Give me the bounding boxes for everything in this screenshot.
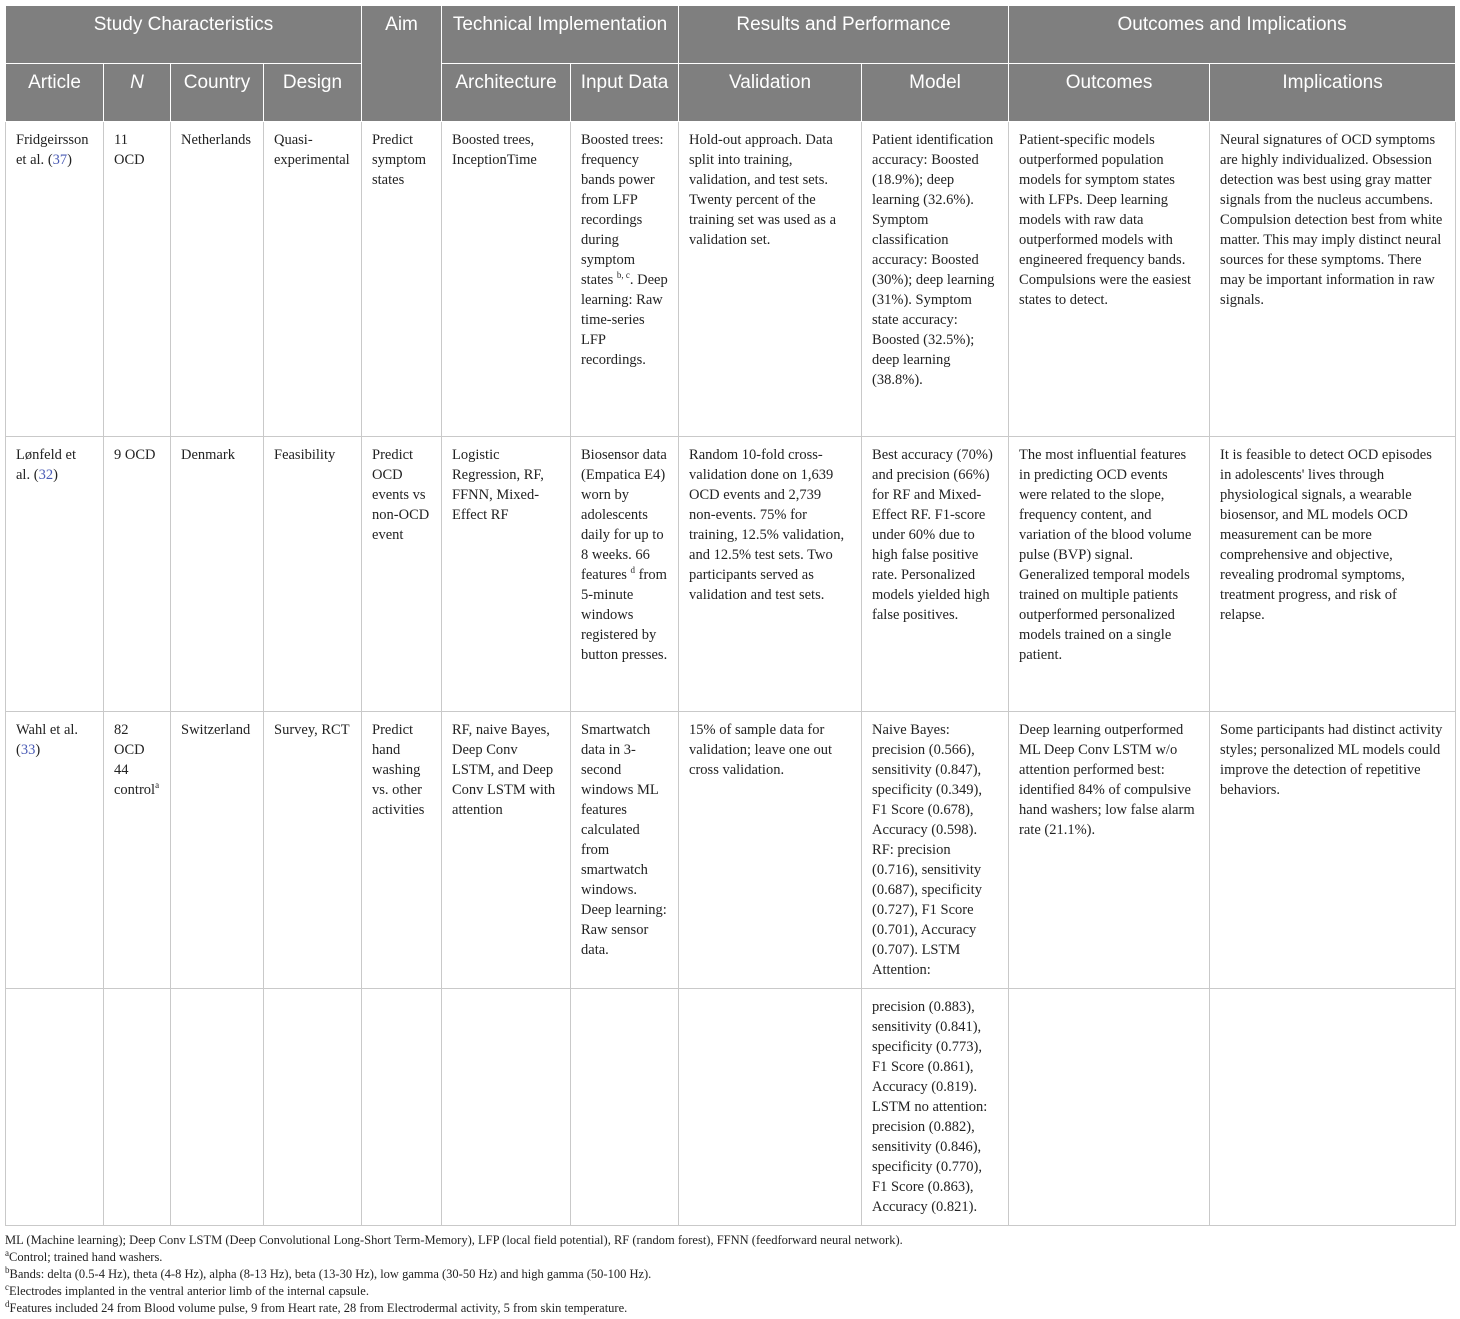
cell-aim: Predict OCD events vs non-OCD event [362, 437, 442, 712]
footnote-marker: d [630, 565, 636, 576]
cell-country: Switzerland [171, 712, 264, 989]
cell-empty [104, 989, 171, 1226]
reference-link[interactable]: 32 [38, 467, 54, 483]
cell-outcomes: Patient-specific models outperformed population models for symptom states with LFPs. Deep learning models with raw data outperformed models with engineered frequency bands. Compulsions were the easiest states to detect. [1009, 122, 1210, 437]
cell-model: precision (0.883), sensitivity (0.841), specificity (0.773), F1 Score (0.861), Accuracy (0.819). LSTM no attention: precision (0.882), sensitivity (0.846), specificity (0.770), F1 Score (0.863), Accuracy (0.821). [862, 989, 1009, 1226]
table-container [5, 5, 1455, 1317]
cell-input-data: Boosted trees: frequency bands power from LFP recordings during symptom states $^{b, c}$. Deep learning: Raw time-series LFP recordings. [571, 122, 679, 437]
table-row [6, 989, 1456, 1226]
header-column-row [6, 64, 1456, 122]
header-input-data: Input Data [571, 64, 679, 122]
footnote-d: $^d$Features included 24 from Blood volume pulse, 9 from Heart rate, 28 from Electrodermal activity, 5 from skin temperature. [5, 1298, 628, 1315]
cell-input-data: Smartwatch data in 3-second windows ML features calculated from smartwatch windows. Deep learning: Raw sensor data. [571, 712, 679, 989]
header-technical-implementation: Technical Implementation [442, 6, 679, 64]
header-model: Model [862, 64, 1009, 122]
cell-empty [679, 989, 862, 1226]
cell-empty [1009, 989, 1210, 1226]
header-outcomes: Outcomes [1009, 64, 1210, 122]
cell-architecture: RF, naive Bayes, Deep Conv LSTM, and Deep Conv LSTM with attention [442, 712, 571, 989]
cell-validation: Hold-out approach. Data split into training, validation, and test sets. Twenty percent of the training set was used as a validation set. [679, 122, 862, 437]
cell-empty [264, 989, 362, 1226]
footnote-a: $^a$Control; trained hand washers. [5, 1247, 163, 1264]
cell-empty [362, 989, 442, 1226]
cell-outcomes: Deep learning outperformed ML Deep Conv LSTM w/o attention performed best: identified 84% of compulsive hand washers; low false alarm rate (21.1%). [1009, 712, 1210, 989]
study-table [5, 5, 1456, 1226]
header-n: N [104, 64, 171, 122]
cell-implications: Some participants had distinct activity styles; personalized ML models could improve the detection of repetitive behaviors. [1210, 712, 1456, 989]
cell-validation: Random 10-fold cross-validation done on 1,639 OCD events and 2,739 non-events. 75% for training, 12.5% validation, and 12.5% test sets. Two participants served as validation and test sets. [679, 437, 862, 712]
cell-architecture: Boosted trees, InceptionTime [442, 122, 571, 437]
cell-article: Wahl et al. (33) [6, 712, 104, 989]
cell-design: Quasi-experimental [264, 122, 362, 437]
cell-empty [6, 989, 104, 1226]
cell-n: 9 OCD [104, 437, 171, 712]
cell-article: Lønfeld et al. (32) [6, 437, 104, 712]
reference-link[interactable]: 37 [52, 152, 68, 168]
cell-architecture: Logistic Regression, RF, FFNN, Mixed-Effect RF [442, 437, 571, 712]
cell-n: 82 OCD 44 control$^a$ [104, 712, 171, 989]
header-results-performance: Results and Performance [679, 6, 1009, 64]
cell-empty [171, 989, 264, 1226]
header-architecture: Architecture [442, 64, 571, 122]
cell-empty [442, 989, 571, 1226]
header-implications: Implications [1210, 64, 1456, 122]
cell-empty [571, 989, 679, 1226]
table-row [6, 122, 1456, 437]
header-group-row [6, 6, 1456, 64]
footnote-abbreviations: ML (Machine learning); Deep Conv LSTM (Deep Convolutional Long-Short Term-Memory), LFP (local field potential), RF (random forest), FFNN (feedforward neural network). [5, 1233, 903, 1247]
header-study-characteristics: Study Characteristics [6, 6, 362, 64]
cell-empty [1210, 989, 1456, 1226]
cell-implications: It is feasible to detect OCD episodes in adolescents' lives through physiological signals, a wearable biosensor, and ML models OCD measurement can be more comprehensive and objective, revealing prodromal symptoms, treatment progress, and risk of relapse. [1210, 437, 1456, 712]
cell-outcomes: The most influential features in predicting OCD events were related to the slope, frequency content, and variation of the blood volume pulse (BVP) signal. Generalized temporal models trained on multiple patients outperformed personalized models trained on a single patient. [1009, 437, 1210, 712]
table-row [6, 712, 1456, 989]
footnote-c: $^c$Electrodes implanted in the ventral anterior limb of the internal capsule. [5, 1281, 369, 1298]
cell-design: Feasibility [264, 437, 362, 712]
header-validation: Validation [679, 64, 862, 122]
footnote-marker: a [155, 780, 160, 791]
cell-country: Denmark [171, 437, 264, 712]
footnote-marker: b, c [616, 270, 630, 281]
cell-model: Naive Bayes: precision (0.566), sensitivity (0.847), specificity (0.349), F1 Score (0.678), Accuracy (0.598). RF: precision (0.716), sensitivity (0.687), specificity (0.727), F1 Score (0.701), Accuracy (0.707). LSTM Attention: [862, 712, 1009, 989]
cell-implications: Neural signatures of OCD symptoms are highly individualized. Obsession detection was best using gray matter signals from the nucleus accumbens. Compulsion detection best from white matter. This may imply distinct neural sources for these symptoms. There may be important information in raw signals. [1210, 122, 1456, 437]
header-article: Article [6, 64, 104, 122]
cell-design: Survey, RCT [264, 712, 362, 989]
reference-link[interactable]: 33 [20, 742, 36, 758]
table-footnotes [5, 1232, 1455, 1317]
cell-aim: Predict hand washing vs. other activities [362, 712, 442, 989]
cell-aim: Predict symptom states [362, 122, 442, 437]
header-country: Country [171, 64, 264, 122]
cell-country: Netherlands [171, 122, 264, 437]
table-row [6, 437, 1456, 712]
header-aim: Aim [362, 6, 442, 122]
cell-input-data: Biosensor data (Empatica E4) worn by adolescents daily for up to 8 weeks. 66 features $^d$ from 5-minute windows registered by button presses. [571, 437, 679, 712]
header-design: Design [264, 64, 362, 122]
cell-article: Fridgeirsson et al. (37) [6, 122, 104, 437]
cell-model: Patient identification accuracy: Boosted (18.9%); deep learning (32.6%). Symptom classification accuracy: Boosted (30%); deep learning (31%). Symptom state accuracy: Boosted (32.5%); deep learning (38.8%). [862, 122, 1009, 437]
cell-n: 11 OCD [104, 122, 171, 437]
cell-validation: 15% of sample data for validation; leave one out cross validation. [679, 712, 862, 989]
footnote-b: $^b$Bands: delta (0.5-4 Hz), theta (4-8 Hz), alpha (8-13 Hz), beta (13-30 Hz), low gamma (30-50 Hz) and high gamma (50-100 Hz). [5, 1264, 652, 1281]
header-outcomes-implications: Outcomes and Implications [1009, 6, 1456, 64]
cell-model: Best accuracy (70%) and precision (66%) for RF and Mixed-Effect RF. F1-score under 60% due to high false positive rate. Personalized models yielded high false positives. [862, 437, 1009, 712]
